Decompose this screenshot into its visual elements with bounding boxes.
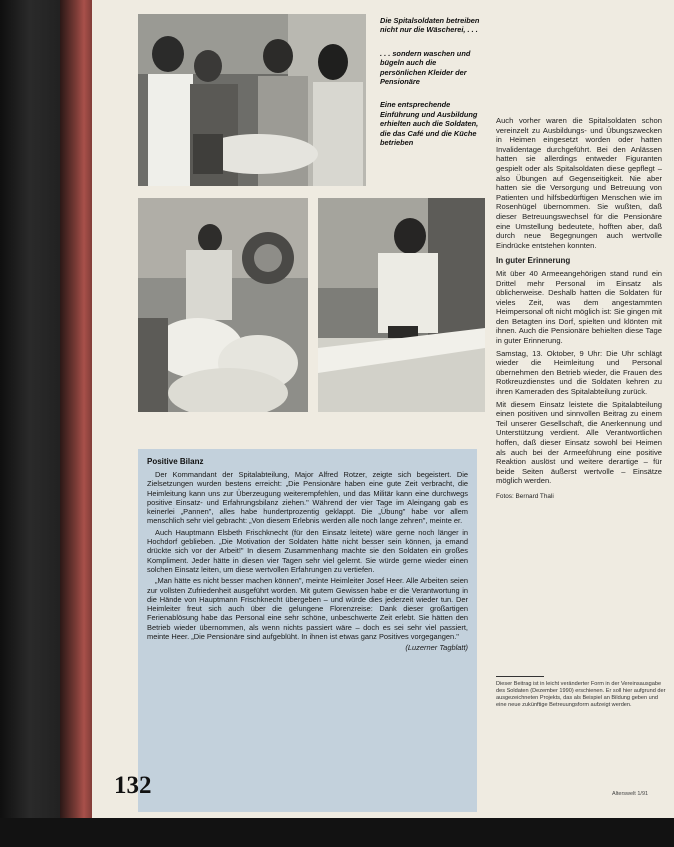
caption-laundry: Die Spitalsoldaten betreiben nicht nur die Wäscherei, . . . [380, 16, 480, 35]
paragraph-intro: Auch vorher waren die Spitalsoldaten schon vereinzelt zu Ausbildungs- und Übungszwecken in Heimen eingesetzt worden oder hatten Invalidentage durchgeführt. Bei den Anlässen hatten sie allerdings entweder Figuranten gespielt oder als Spitalsoldaten diese gepflegt – also Übungen auf Gegenseitigkeit. Nie aber hatten sie die Versorgung und Betreuung von Patienten und hilfsbedürftigen Menschen wie im Rosenhügel übernommen. Sie wußten, daß dieser Betreuungswechsel für die Pensionäre eine Umstellung bedeutete, hofften aber, daß durch neue Begegnungen auch wertvolle Eindrücke entstehen konnten. [496, 116, 662, 250]
section-heading: In guter Erinnerung [496, 256, 571, 266]
paragraph-conclusion: Mit diesem Einsatz leistete die Spitalabteilung einen positiven und sinnvollen Beitrag zu einem Teil unserer Gesellschaft, die Anerkennung und Unterstützung verdient. Alle Verantwortlichen hoffen, daß dieser Einsatz sowohl bei Heimen als auch bei der Armeeführung eine positive Reaktion auslöst und weitere derartige – für beide Seiten äußerst wertvolle – Einsätze möglich werden. [496, 399, 662, 486]
paragraph-saturday: Samstag, 13. Oktober, 9 Uhr: Die Uhr schlägt wieder die Heimleitung und Personal übernehmen den Betrieb wieder, die Frauen des Rotkreuzdienstes und die Soldaten kehren zu ihren Kameraden des Spitalabteilung zurück. [496, 348, 662, 397]
footnote-rule [496, 676, 544, 677]
scan-bottom-edge [0, 818, 674, 847]
corner-issue-label: Alterswelt 1/91 [612, 791, 649, 797]
page-number: 132 [114, 772, 152, 799]
caption-training: Eine entsprechende Einführung und Ausbildung erhielten auch die Soldaten, die das Café und die Küche betrieben [380, 100, 479, 148]
box-paragraph-captain: Auch Hauptmann Elsbeth Frischknecht (für den Einsatz leitete) wäre gerne noch länger in Hochdorf geblieben. „Die Motivation der Soldaten hätte nicht besser sein können, ja emand drückte sich vor der Arbeit!" In diesem Zusammenhang machte sie den Soldaten ein großes Kompliment. Jeder hätte in diesen vier Tagen sehr viel gelernt. Sie würde gerne wieder einen solchen Einsatz leiten, um diese wertvollen Erfahrungen zu vertiefen. [147, 527, 468, 574]
photo-captions [380, 16, 484, 155]
footnote: Dieser Beitrag ist in leicht veränderter Form in der Vereinsausgabe des Soldaten (Dezember 1990) erschienen. Er soll hier aufgrund der ausgezeichneten Projekts, das als Beispiel an Bildung geben und eine neue zukünftige Betreuungsform aufzeigt werden. [496, 681, 666, 708]
box-title: Positive Bilanz [147, 457, 204, 466]
photo-folding-laundry [138, 198, 308, 412]
box-source: (Luzerner Tagblatt) [405, 643, 468, 653]
paragraph-personnel: Mit über 40 Armeeangehörigen stand rund ein Drittel mehr Personal im Einsatz als üblicherweise. Deshalb hatten die Soldaten für vieles Zeit, was dem angestammten Heimpersonal oft nicht möglich ist: Sie gingen mit den Betagten ins Dorf, spielten und klönten mit ihnen. Auch die Pensionäre behielten diese Tage in guter Erinnerung. [496, 268, 662, 346]
photo-credit: Fotos: Bernard Thali [496, 492, 554, 500]
positive-bilanz-box [138, 449, 477, 812]
box-paragraph-heimleiter: „Man hätte es nicht besser machen können", meinte Heimleiter Josef Heer. Alle Arbeiten seien zur vollsten Zufriedenheit ausgeführt worden. Mit gutem Gewissen habe er die Verantwortung in die Hände von Hauptmann Frischknecht übergeben – und würde dies jederzeit wieder tun. Der Heimleiter freut sich auch über die gelungene Florenzreise: Dank dieser großartigen Ferienablösung habe das Personal eine sehr schöne, unbeschwerte Zeit erlebt. Sie hätten den Betrieb wieder übernommen, als wenn nichts passiert wäre – doch es sei sehr viel passiert, meinte Heer. „Die Pensionäre sind aufgeblüht. In ihnen ist etwas ganz Positives vorgegangen." [147, 576, 468, 642]
box-paragraph-commander: Der Kommandant der Spitalabteilung, Major Alfred Rotzer, zeigte sich begeistert. Die Zielsetzungen wurden bestens erreicht: „Die Pensionäre haben eine gute Zeit verbracht, die Heimleitung kann uns zur Überzeugung weiterempfehlen, und das Militär kann eine durchwegs positive Einsatz- und Erfahrungsbilanz ziehen." Während der vier Tage im Aleingang gab es keinerlei „Pannen", alles habe hundertprozentig geklappt. Die „Übung" habe vor allem menschlich sehr viel gebracht: „Von diesem Erlebnis werden alle noch lange zehren", meinte er. [147, 470, 468, 526]
photo-laundry-group [138, 14, 366, 186]
caption-ironing: . . . sondern waschen und bügeln auch die persönlichen Kleider der Pensionäre [380, 48, 471, 87]
photo-ironing [318, 198, 485, 412]
right-text-column [496, 116, 662, 672]
